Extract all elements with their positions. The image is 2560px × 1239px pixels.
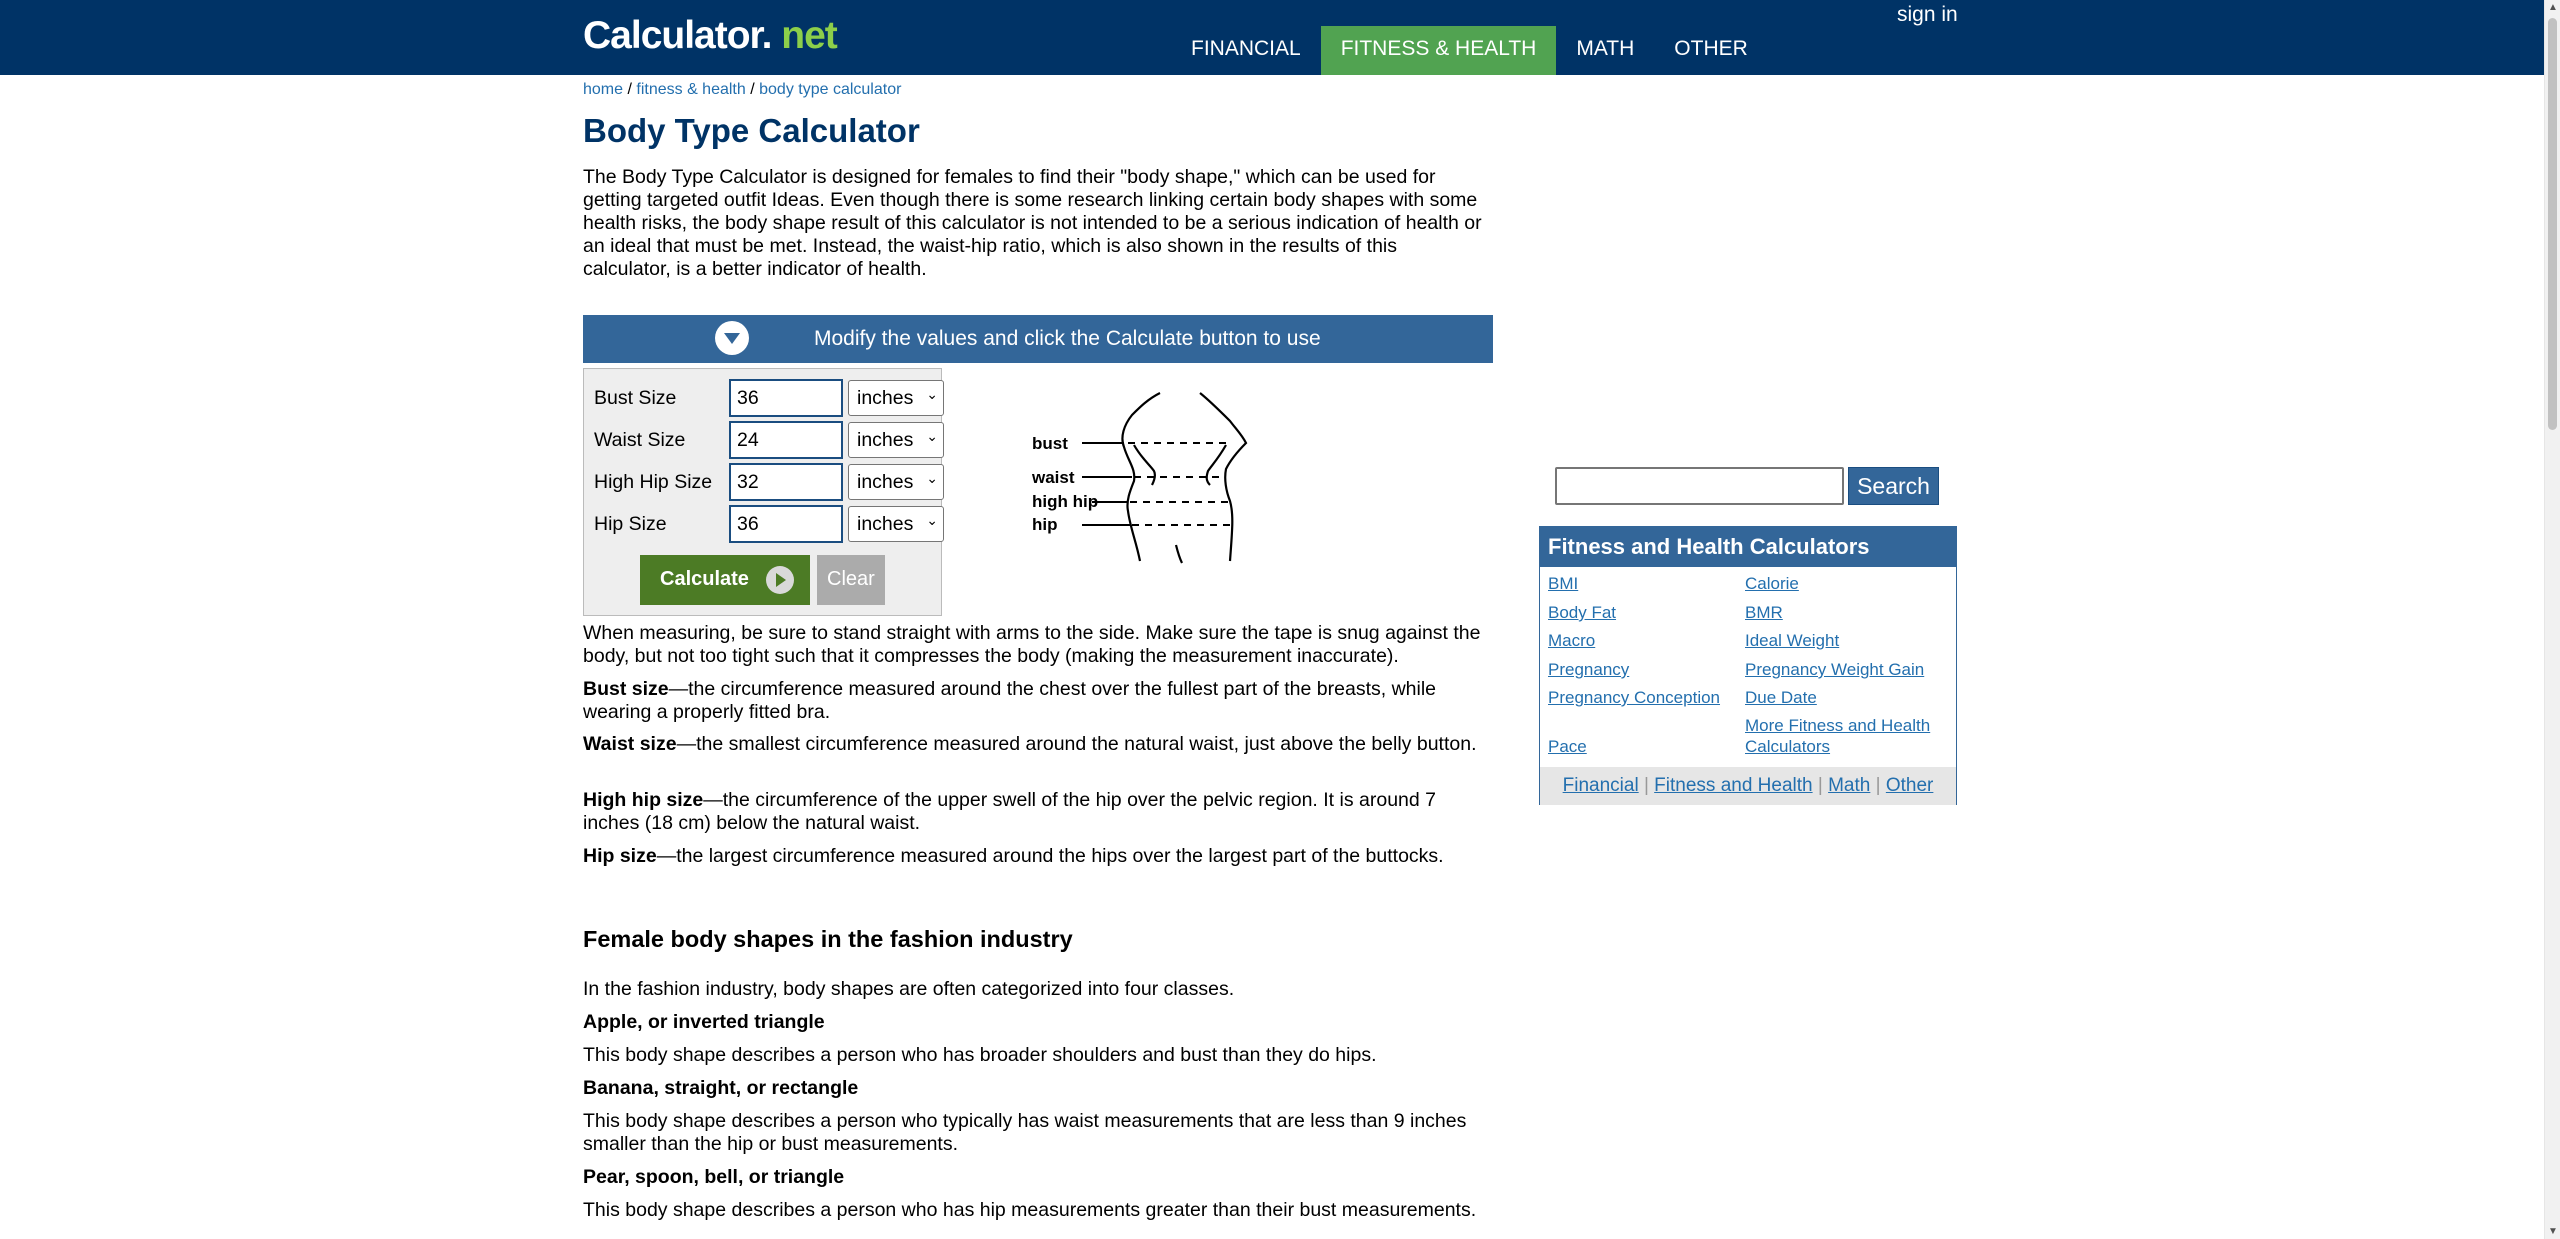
nav-other[interactable]: OTHER bbox=[1674, 37, 1748, 60]
sidebar-footer-links: Financial | Fitness and Health | Math | Other bbox=[1540, 767, 1956, 805]
calculator-instructions: Modify the values and click the Calculate button to use bbox=[814, 327, 1321, 350]
chevron-down-icon: ⌄ bbox=[926, 428, 938, 444]
waist-unit-select[interactable]: inches ⌄ bbox=[848, 422, 944, 458]
waist-size-label: Waist Size bbox=[594, 429, 686, 451]
fitness-health-calculators-box bbox=[1539, 526, 1957, 805]
hip-unit-select[interactable]: inches ⌄ bbox=[848, 506, 944, 542]
high-hip-unit-select[interactable]: inches ⌄ bbox=[848, 464, 944, 500]
top-navigation-bar bbox=[0, 0, 2544, 75]
high-hip-size-input[interactable] bbox=[729, 463, 843, 501]
breadcrumb: home / fitness & health / body type calculator bbox=[583, 81, 902, 98]
hip-size-row bbox=[594, 505, 938, 543]
diagram-label-bust: bust bbox=[1032, 434, 1068, 453]
scroll-down-icon[interactable]: ▼ bbox=[2548, 1226, 2558, 1237]
diagram-label-waist: waist bbox=[1032, 468, 1075, 487]
sidebar-link-ideal-weight[interactable]: Ideal Weight bbox=[1745, 631, 1840, 650]
shape-apple-desc: This body shape describes a person who has broader shoulders and bust than they do hips. bbox=[583, 1044, 1377, 1066]
sidebar-link-calorie[interactable]: Calorie bbox=[1745, 574, 1799, 593]
waist-size-row bbox=[594, 421, 938, 459]
chevron-down-icon: ⌄ bbox=[926, 512, 938, 528]
sidebar-link-more-fitness[interactable]: More Fitness and Health Calculators bbox=[1745, 716, 1931, 756]
section-heading: Female body shapes in the fashion industry bbox=[583, 926, 1073, 952]
diagram-label-hip: hip bbox=[1032, 515, 1058, 534]
sidebar-link-macro[interactable]: Macro bbox=[1548, 631, 1596, 650]
sidebar-link-body-fat[interactable]: Body Fat bbox=[1548, 603, 1617, 622]
bust-size-input[interactable] bbox=[729, 379, 843, 417]
shape-pear-desc: This body shape describes a person who has hip measurements greater than their bust measurements. bbox=[583, 1199, 1477, 1221]
page-scrollbar[interactable] bbox=[2544, 0, 2560, 1239]
search-input[interactable] bbox=[1555, 467, 1844, 505]
bust-size-row bbox=[594, 379, 938, 417]
page-title: Body Type Calculator bbox=[583, 112, 920, 149]
shape-apple-heading: Apple, or inverted triangle bbox=[583, 1011, 825, 1033]
section-intro: In the fashion industry, body shapes are often categorized into four classes. bbox=[583, 978, 1235, 1000]
scroll-up-icon[interactable]: ▲ bbox=[2548, 2, 2558, 13]
sidebar-link-pregnancy-conception[interactable]: Pregnancy Conception bbox=[1548, 688, 1721, 707]
bust-size-label: Bust Size bbox=[594, 387, 677, 409]
measuring-instructions: When measuring, be sure to stand straight with arms to the side. Make sure the tape is snug against the body, but not too tight such that it compresses the body (making the measurement inaccurate). bbox=[583, 622, 1481, 667]
sidebar-link-pace[interactable]: Pace bbox=[1548, 737, 1587, 756]
shape-banana-desc: This body shape describes a person who typically has waist measurements that are less than 9 inches smaller than the hip or bust measurements. bbox=[583, 1110, 1467, 1155]
breadcrumb-current[interactable]: body type calculator bbox=[759, 81, 902, 98]
footer-link-other[interactable]: Other bbox=[1885, 775, 1934, 796]
chevron-down-icon: ⌄ bbox=[926, 386, 938, 402]
play-arrow-icon bbox=[766, 566, 794, 594]
bust-unit-select[interactable]: inches ⌄ bbox=[848, 380, 944, 416]
sidebar-link-bmi[interactable]: BMI bbox=[1548, 574, 1579, 593]
breadcrumb-home[interactable]: home bbox=[583, 81, 624, 98]
footer-link-financial[interactable]: Financial bbox=[1562, 775, 1639, 796]
sidebar-link-due-date[interactable]: Due Date bbox=[1745, 688, 1817, 707]
footer-link-fitness-health[interactable]: Fitness and Health bbox=[1654, 775, 1813, 796]
diagram-label-high-hip: high hip bbox=[1032, 492, 1099, 511]
clear-button[interactable]: Clear bbox=[817, 555, 885, 605]
calculator-header-bar[interactable] bbox=[583, 315, 1493, 363]
breadcrumb-fitness-health[interactable]: fitness & health bbox=[636, 81, 746, 98]
nav-financial[interactable]: FINANCIAL bbox=[1191, 37, 1301, 60]
sidebar-title: Fitness and Health Calculators bbox=[1540, 527, 1956, 567]
footer-link-math[interactable]: Math bbox=[1828, 775, 1871, 796]
calculator-net-logo[interactable]: Calculator. net bbox=[583, 14, 837, 57]
definition-high-hip: High hip size—the circumference of the upper swell of the hip over the pelvic region. It is around 7 inches (18 cm) below the natural waist. bbox=[583, 789, 1436, 834]
sidebar-link-pregnancy-weight-gain[interactable]: Pregnancy Weight Gain bbox=[1745, 660, 1925, 679]
high-hip-size-label: High Hip Size bbox=[594, 471, 713, 493]
body-measurement-diagram bbox=[1020, 385, 1260, 565]
nav-fitness-health[interactable]: FITNESS & HEALTH bbox=[1321, 26, 1557, 75]
main-nav bbox=[1171, 26, 1768, 75]
high-hip-size-row bbox=[594, 463, 938, 501]
calculate-button[interactable]: Calculate bbox=[640, 555, 810, 605]
definition-hip: Hip size—the largest circumference measured around the hips over the largest part of the buttocks. bbox=[583, 845, 1444, 867]
nav-math[interactable]: MATH bbox=[1576, 37, 1635, 60]
sign-in-link[interactable]: sign in bbox=[1897, 3, 1958, 26]
collapse-chevron-icon[interactable] bbox=[715, 321, 749, 355]
scrollbar-thumb[interactable] bbox=[2548, 18, 2557, 430]
hip-size-label: Hip Size bbox=[594, 513, 667, 535]
definition-bust: Bust size—the circumference measured around the chest over the fullest part of the breasts, while wearing a properly fitted bra. bbox=[583, 678, 1437, 723]
waist-size-input[interactable] bbox=[729, 421, 843, 459]
search-button[interactable]: Search bbox=[1848, 467, 1939, 505]
shape-banana-heading: Banana, straight, or rectangle bbox=[583, 1077, 859, 1099]
hip-size-input[interactable] bbox=[729, 505, 843, 543]
calculator-form bbox=[583, 368, 942, 616]
intro-paragraph: The Body Type Calculator is designed for females to find their "body shape," which can be used for getting targeted outfit Ideas. Even though there is some research linking certain body shapes with some health risks, the body shape result of this calculator is not intended to be a serious indication of health or an ideal that must be met. Instead, the waist-hip ratio, which is also shown in the results of this calculator, is a better indicator of health. bbox=[583, 166, 1482, 280]
definition-waist: Waist size—the smallest circumference measured around the natural waist, just above the belly button. bbox=[583, 733, 1477, 755]
sidebar-link-bmr[interactable]: BMR bbox=[1745, 603, 1783, 622]
shape-pear-heading: Pear, spoon, bell, or triangle bbox=[583, 1166, 845, 1188]
chevron-down-icon: ⌄ bbox=[926, 470, 938, 486]
sidebar-link-pregnancy[interactable]: Pregnancy bbox=[1548, 660, 1630, 679]
